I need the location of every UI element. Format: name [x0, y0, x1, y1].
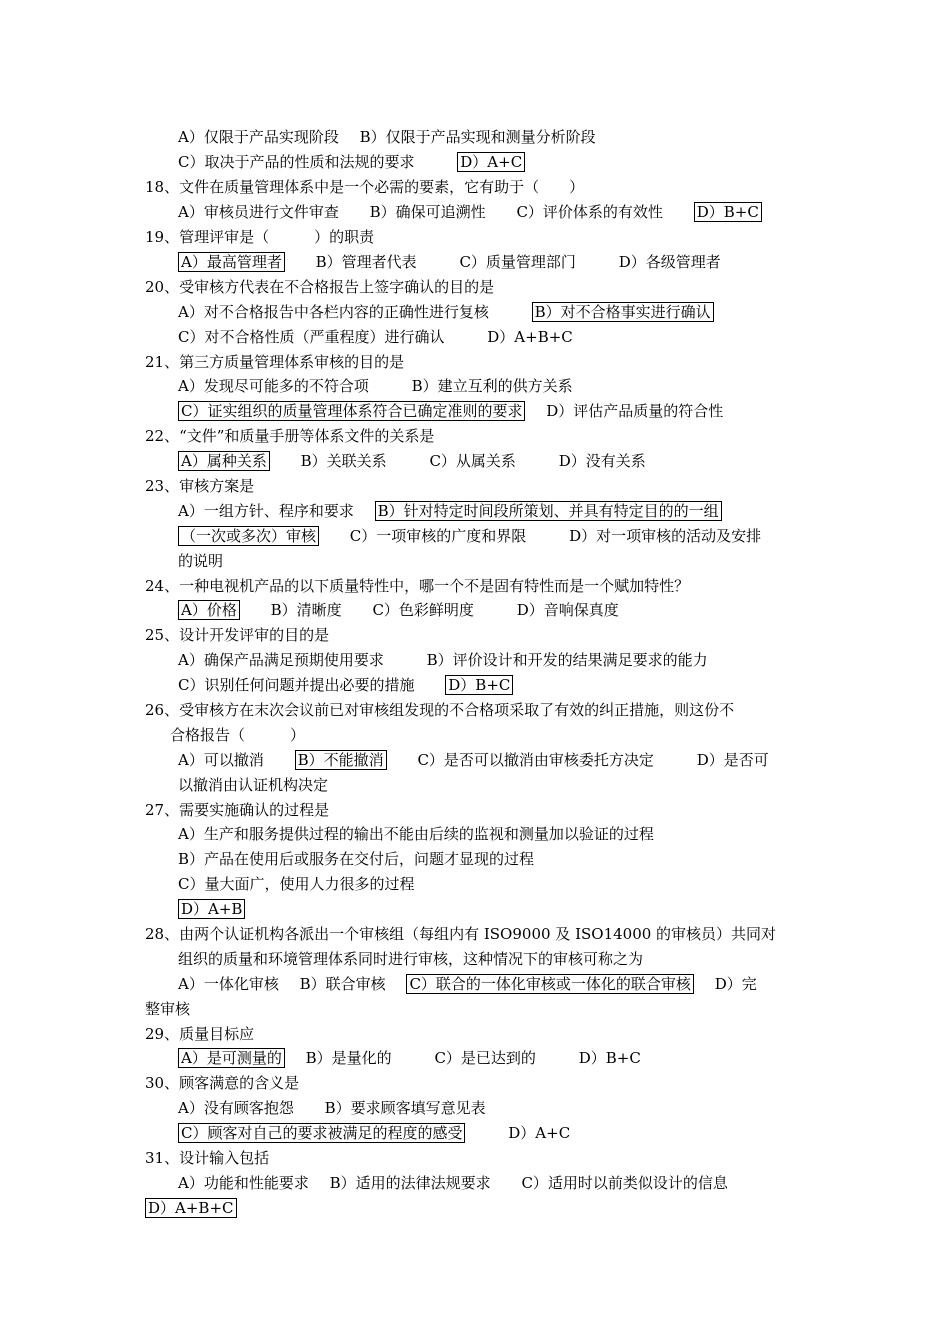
option-b: B）适用的法律法规要求	[329, 1174, 491, 1192]
option-a: A）可以撤消	[178, 751, 264, 769]
question-28-continued: 组织的质量和环境管理体系同时进行审核，这种情况下的审核可称之为	[178, 950, 644, 968]
option-d: D）A+B+C	[487, 328, 573, 346]
answer-box: B）针对特定时间段所策划、并具有特定目的的一组	[375, 501, 722, 521]
option-d: D）是否可	[696, 751, 769, 769]
options-line	[145, 1198, 237, 1218]
option-b: B）确保可追溯性	[369, 203, 486, 221]
options-line	[178, 302, 714, 322]
option-b: B）评价设计和开发的结果满足要求的能力	[426, 651, 708, 669]
option-a: A）一体化审核	[178, 975, 279, 993]
option-c: C）量大面广，使用人力很多的过程	[178, 875, 415, 893]
question-24: 24、一种电视机产品的以下质量特性中，哪一个不是固有特性而是一个赋加特性？	[145, 577, 690, 595]
option-c: C）从属关系	[429, 452, 516, 470]
answer-box: D）B+C	[445, 675, 513, 695]
option-b: B）仅限于产品实现和测量分析阶段	[359, 128, 596, 146]
options-line	[178, 127, 596, 147]
option-b: B）管理者代表	[315, 253, 417, 271]
options-line	[178, 451, 646, 471]
option-d: D）完	[714, 975, 757, 993]
options-line	[178, 1048, 641, 1068]
options-line	[178, 899, 245, 919]
answer-box: D）A+B+C	[145, 1198, 237, 1218]
option-c: C）评价体系的有效性	[516, 203, 663, 221]
answer-box: C）顾客对自己的要求被满足的程度的感受	[178, 1123, 465, 1143]
answer-box: C）证实组织的质量管理体系符合已确定准则的要求	[178, 401, 525, 421]
answer-box-continued: （一次或多次）审核	[178, 526, 319, 546]
options-line	[178, 252, 721, 272]
question-31: 31、设计输入包括	[145, 1149, 270, 1167]
answer-box: A）是可测量的	[178, 1048, 285, 1068]
option-a: A）发现尽可能多的不符合项	[178, 377, 369, 395]
option-a: A）仅限于产品实现阶段	[178, 128, 339, 146]
answer-box: D）A+B	[178, 899, 245, 919]
answer-box: D）B+C	[694, 202, 762, 222]
options-line	[178, 376, 573, 396]
question-19: 19、管理评审是（ ）的职责	[145, 228, 375, 246]
options-line	[178, 327, 573, 347]
answer-box: A）价格	[178, 600, 240, 620]
options-line	[178, 974, 757, 994]
option-b: B）要求顾客填写意见表	[324, 1099, 486, 1117]
option-c: C）质量管理部门	[459, 253, 576, 271]
continued-text: 以撤消由认证机构决定	[178, 776, 329, 794]
question-29: 29、质量目标应	[145, 1025, 255, 1043]
options-line	[178, 202, 762, 222]
option-c: C）色彩鲜明度	[372, 601, 474, 619]
option-a: A）功能和性能要求	[178, 1174, 309, 1192]
option-c: C）一项审核的广度和界限	[349, 527, 527, 545]
question-26: 26、受审核方在末次会议前已对审核组发现的不合格项采取了有效的纠正措施，则这份不	[145, 701, 735, 719]
option-a: A）一组方针、程序和要求	[178, 502, 354, 520]
option-c: C）适用时以前类似设计的信息	[521, 1174, 728, 1192]
option-b: B）建立互利的供方关系	[411, 377, 573, 395]
option-c: C）对不合格性质（严重程度）进行确认	[178, 328, 445, 346]
answer-box: C）联合的一体化审核或一体化的联合审核	[406, 974, 693, 994]
question-28: 28、由两个认证机构各派出一个审核组（每组内有 ISO9000 及 ISO14000 的审核员）共同对	[145, 925, 777, 943]
option-d: D）对一项审核的活动及安排	[569, 527, 762, 545]
options-line	[178, 1173, 728, 1193]
question-25: 25、设计开发评审的目的是	[145, 626, 330, 644]
option-c: C）是已达到的	[434, 1049, 536, 1067]
option-d: D）没有关系	[558, 452, 646, 470]
question-23: 23、审核方案是	[145, 477, 255, 495]
option-c: C）识别任何问题并提出必要的措施	[178, 676, 415, 694]
question-30: 30、顾客满意的含义是	[145, 1074, 300, 1092]
option-b: B）产品在使用后或服务在交付后，问题才显现的过程	[178, 850, 535, 868]
question-26-continued: 合格报告（ ）	[170, 726, 306, 744]
option-a: A）没有顾客抱怨	[178, 1099, 294, 1117]
options-line	[178, 1123, 570, 1143]
answer-box: A）最高管理者	[178, 252, 285, 272]
options-line	[178, 526, 761, 546]
option-b: B）联合审核	[299, 975, 386, 993]
option-a: A）生产和服务提供过程的输出不能由后续的监视和测量加以验证的过程	[178, 825, 654, 843]
question-27: 27、需要实施确认的过程是	[145, 801, 330, 819]
option-c: C）取决于产品的性质和法规的要求	[178, 153, 415, 171]
option-b: B）关联关系	[300, 452, 387, 470]
option-d: D）各级管理者	[618, 253, 721, 271]
answer-box: B）对不合格事实进行确认	[532, 302, 714, 322]
options-line	[178, 501, 722, 521]
options-line	[178, 1098, 486, 1118]
options-line	[178, 152, 525, 172]
option-c: C）是否可以撤消由审核委托方决定	[417, 751, 654, 769]
option-a: A）确保产品满足预期使用要求	[178, 651, 384, 669]
options-line	[178, 750, 769, 770]
option-d: D）评估产品质量的符合性	[546, 402, 724, 420]
question-21: 21、第三方质量管理体系审核的目的是	[145, 353, 405, 371]
continued-text: 的说明	[178, 552, 224, 570]
option-d: D）B+C	[578, 1049, 641, 1067]
option-a: A）审核员进行文件审查	[178, 203, 339, 221]
option-a: A）对不合格报告中各栏内容的正确性进行复核	[178, 303, 489, 321]
question-22: 22、“文件”和质量手册等体系文件的关系是	[145, 427, 435, 445]
option-b: B）是量化的	[305, 1049, 392, 1067]
answer-box: A）属种关系	[178, 451, 270, 471]
options-line	[178, 600, 619, 620]
options-line	[178, 401, 723, 421]
continued-text: 整审核	[145, 1000, 191, 1018]
question-18: 18、文件在质量管理体系中是一个必需的要素，它有助于（ ）	[145, 178, 585, 196]
options-line	[178, 650, 708, 670]
option-d: D）A+C	[508, 1124, 571, 1142]
option-d: D）音响保真度	[516, 601, 619, 619]
answer-box: D）A+C	[457, 152, 525, 172]
option-b: B）清晰度	[270, 601, 342, 619]
question-20: 20、受审核方代表在不合格报告上签字确认的目的是	[145, 278, 495, 296]
options-line	[178, 675, 513, 695]
answer-box: B）不能撤消	[295, 750, 387, 770]
